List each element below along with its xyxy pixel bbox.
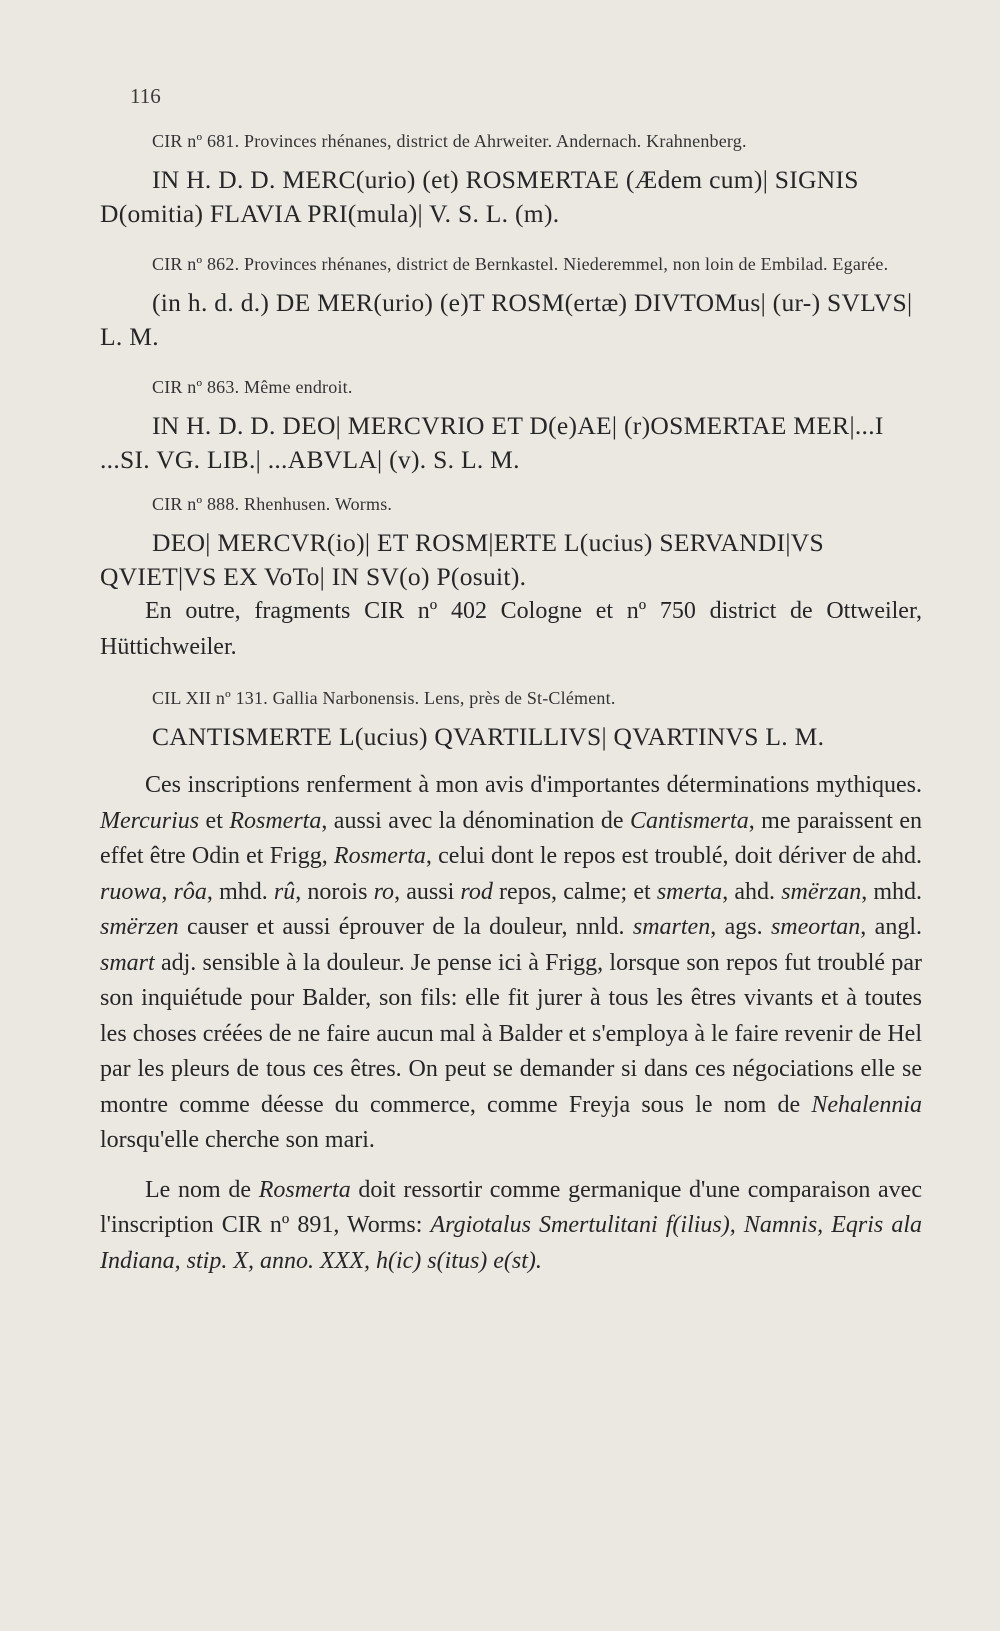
italic-term: ro (373, 878, 395, 905)
inscription-text-863: IN H. D. D. DEO| MERCVRIO ET D(e)AE| (r)OSMERTAE MER|...I ...SI. VG. LIB.| ...ABVLA| (v). S. L. M. (100, 411, 884, 474)
text-run: , ahd. (722, 878, 782, 905)
text-run: adj. sensible à la douleur. Je pense ici à Frigg, lorsque son repos fut troublé par son inquiétude pour Balder, son fils: elle fit jurer à tous les êtres vivants et à toutes les choses créées de ne faire aucun mal à Balder et s'employa à le faire revenir de Hel par les pleurs de tous ces êtres. On peut se demander si dans ces négociations elle se montre comme déesse du commerce, comme Freyja sous le nom de (100, 949, 922, 1118)
inscription-text-862: (in h. d. d.) DE MER(urio) (e)T ROSM(ertæ) DIVTOMus| (ur-) SVLVS| L. M. (100, 288, 913, 351)
italic-term: Mercurius (100, 807, 200, 834)
text-run: causer et aussi éprouver de la douleur, nnld. (178, 914, 633, 940)
italic-term: rû (273, 878, 296, 905)
text-run: , mhd. (206, 878, 274, 905)
text-run: lorsqu'elle cherche son mari. (100, 1127, 375, 1153)
page-number: 116 (130, 84, 161, 108)
text-run: repos, calme; et (492, 878, 657, 905)
inscription-reference-cil-131: CIL XII nº 131. Gallia Narbonensis. Lens, près de St-Clément. (152, 688, 616, 708)
italic-term: smerta (656, 878, 723, 905)
italic-term: Nehalennia (811, 1091, 922, 1118)
italic-term: Rosmerta (333, 843, 426, 869)
page-content (100, 128, 922, 1279)
italic-term: smeortan (770, 914, 861, 940)
text-run: , me paraissent en effet être Odin et Frigg, (100, 807, 923, 869)
text-run: , aussi avec la dénomination de (321, 807, 631, 834)
text-run: , angl. (860, 914, 922, 940)
italic-term: smart (100, 949, 155, 976)
text-run: doit ressortir comme germanique d'une comparaison avec l'inscription CIR nº 891, Worms: (100, 1176, 922, 1238)
italic-term: Rosmerta (258, 1176, 351, 1203)
inscription-reference-863: CIR nº 863. Même endroit. (152, 377, 353, 397)
text-run: , celui dont le repos est troublé, doit dériver de ahd. (425, 843, 922, 869)
text-run: , mhd. (861, 878, 923, 905)
inscription-reference-862: CIR nº 862. Provinces rhénanes, district de Bernkastel. Niederemmel, non loin de Embilad. Egarée. (152, 254, 889, 274)
inscription-reference-888: CIR nº 888. Rhenhusen. Worms. (152, 494, 393, 514)
inscription-reference-681: CIR nº 681. Provinces rhénanes, district de Ahrweiter. Andernach. Krahnenberg. (152, 131, 747, 151)
text-run: et (199, 807, 230, 834)
text-run: , (161, 878, 174, 905)
additional-fragments-note: En outre, fragments CIR nº 402 Cologne et nº 750 district de Ottweiler, Hüttichweiler. (100, 598, 922, 660)
inscription-text-cil-131: CANTISMERTE L(ucius) QVARTILLIVS| QVARTINVS L. M. (152, 722, 825, 751)
italic-term: Cantismerta (630, 807, 749, 834)
inscription-text-681: IN H. D. D. MERC(urio) (et) ROSMERTAE (Ædem cum)| SIGNIS D(omitia) FLAVIA PRI(mula)| V. S. L. (m). (100, 165, 859, 228)
commentary-paragraph-1 (100, 768, 922, 1159)
commentary-paragraph-2 (100, 1173, 922, 1280)
text-run: Ces inscriptions renferment à mon avis d'importantes déterminations mythiques. (145, 772, 922, 798)
italic-term: smarten (632, 914, 711, 940)
text-run: Le nom de (145, 1176, 259, 1203)
text-run: , aussi (394, 878, 461, 905)
italic-term: rod (460, 878, 493, 905)
italic-term: ruowa (100, 878, 162, 905)
italic-term: Argiotalus Smertulitani f(ilius), Namnis, Eqris ala Indiana, stip. X, anno. XXX, h(ic) s(itus) e(st). (100, 1212, 923, 1274)
inscription-text-888: DEO| MERCVR(io)| ET ROSM|ERTE L(ucius) SERVANDI|VS QVIET|VS EX VoTo| IN SV(o) P(osuit). (100, 528, 824, 591)
italic-term: smërzen (100, 914, 179, 940)
text-run: , ags. (710, 914, 771, 940)
italic-term: smërzan (781, 878, 862, 905)
italic-term: Rosmerta (229, 807, 322, 834)
italic-term: rôa (173, 878, 207, 905)
text-run: , norois (295, 878, 374, 905)
